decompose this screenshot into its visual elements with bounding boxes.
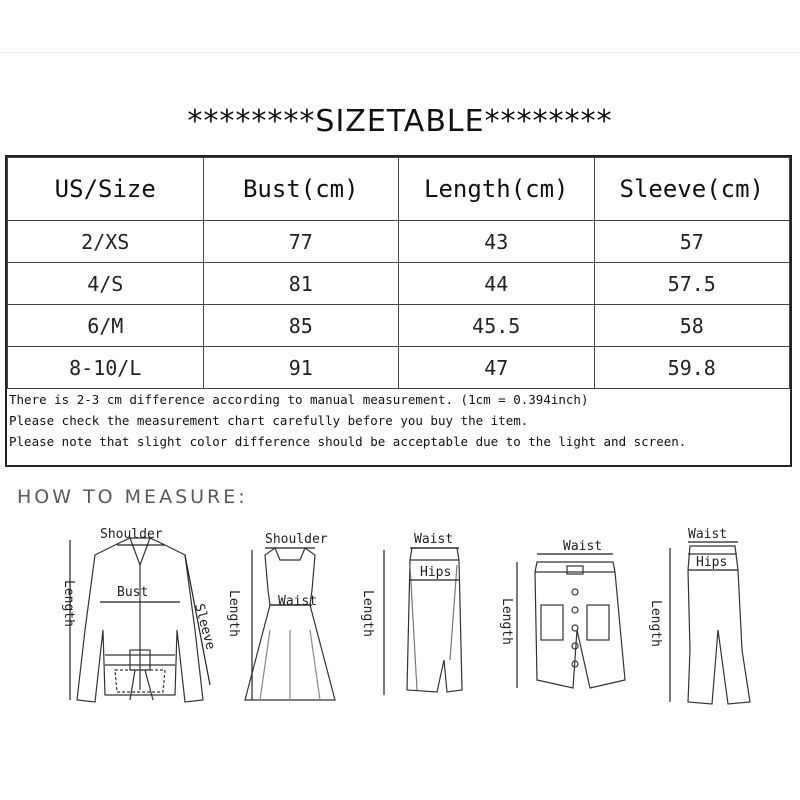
cell-length: 43 bbox=[399, 221, 595, 263]
top-divider bbox=[0, 52, 800, 53]
notes-block bbox=[9, 389, 789, 452]
table-row bbox=[8, 221, 790, 263]
skirt-length-label: Length bbox=[360, 590, 375, 637]
cell-length: 44 bbox=[399, 263, 595, 305]
jacket-sleeve-label: Sleeve bbox=[191, 602, 218, 652]
jacket-illustration bbox=[45, 510, 225, 720]
cell-sleeve: 57 bbox=[594, 221, 790, 263]
header-row bbox=[8, 158, 790, 221]
jacket-length-label: Length bbox=[61, 580, 76, 627]
pants-illustration bbox=[650, 510, 760, 720]
skirt-illustration bbox=[362, 510, 472, 720]
table-row bbox=[8, 263, 790, 305]
cell-size: 4/S bbox=[8, 263, 204, 305]
cell-bust: 77 bbox=[203, 221, 399, 263]
shorts-diagram bbox=[495, 510, 635, 720]
skirt-diagram bbox=[362, 510, 472, 720]
cell-sleeve: 57.5 bbox=[594, 263, 790, 305]
cell-length: 47 bbox=[399, 347, 595, 389]
jacket-shoulder-label: Shoulder bbox=[100, 527, 163, 542]
cell-size: 8-10/L bbox=[8, 347, 204, 389]
note-line: Please check the measurement chart carefully before you buy the item. bbox=[9, 413, 529, 428]
cell-bust: 91 bbox=[203, 347, 399, 389]
header-sleeve: Sleeve(cm) bbox=[594, 158, 790, 221]
skirt-waist-label: Waist bbox=[414, 532, 454, 547]
cell-size: 2/XS bbox=[8, 221, 204, 263]
dress-diagram bbox=[226, 510, 350, 720]
note-line: There is 2-3 cm difference according to manual measurement. (1cm = 0.394inch) bbox=[9, 392, 589, 407]
cell-length: 45.5 bbox=[399, 305, 595, 347]
table-row bbox=[8, 305, 790, 347]
dress-shoulder-label: Shoulder bbox=[265, 532, 328, 547]
header-length: Length(cm) bbox=[399, 158, 595, 221]
dress-waist-label: Waist bbox=[278, 594, 318, 609]
shorts-waist-label: Waist bbox=[563, 539, 603, 554]
header-size: US/Size bbox=[8, 158, 204, 221]
size-table-box bbox=[5, 155, 792, 467]
pants-diagram bbox=[650, 510, 760, 720]
size-table bbox=[7, 157, 790, 389]
pants-hips-label: Hips bbox=[696, 555, 728, 570]
pants-waist-label: Waist bbox=[688, 527, 728, 542]
cell-sleeve: 58 bbox=[594, 305, 790, 347]
header-bust: Bust(cm) bbox=[203, 158, 399, 221]
pants-length-label: Length bbox=[648, 600, 663, 647]
size-table-title: ********SIZETABLE******** bbox=[187, 104, 613, 139]
cell-bust: 85 bbox=[203, 305, 399, 347]
shorts-length-label: Length bbox=[499, 598, 514, 645]
table-row bbox=[8, 347, 790, 389]
cell-size: 6/M bbox=[8, 305, 204, 347]
skirt-hips-label: Hips bbox=[420, 565, 452, 580]
shorts-illustration bbox=[495, 510, 635, 720]
jacket-diagram bbox=[45, 510, 225, 720]
how-to-measure-heading: HOW TO MEASURE: bbox=[17, 486, 248, 508]
cell-sleeve: 59.8 bbox=[594, 347, 790, 389]
dress-illustration bbox=[226, 510, 350, 720]
jacket-bust-label: Bust bbox=[117, 585, 149, 600]
cell-bust: 81 bbox=[203, 263, 399, 305]
note-line: Please note that slight color difference should be acceptable due to the light and screen. bbox=[9, 434, 687, 449]
dress-length-label: Length bbox=[226, 590, 241, 637]
